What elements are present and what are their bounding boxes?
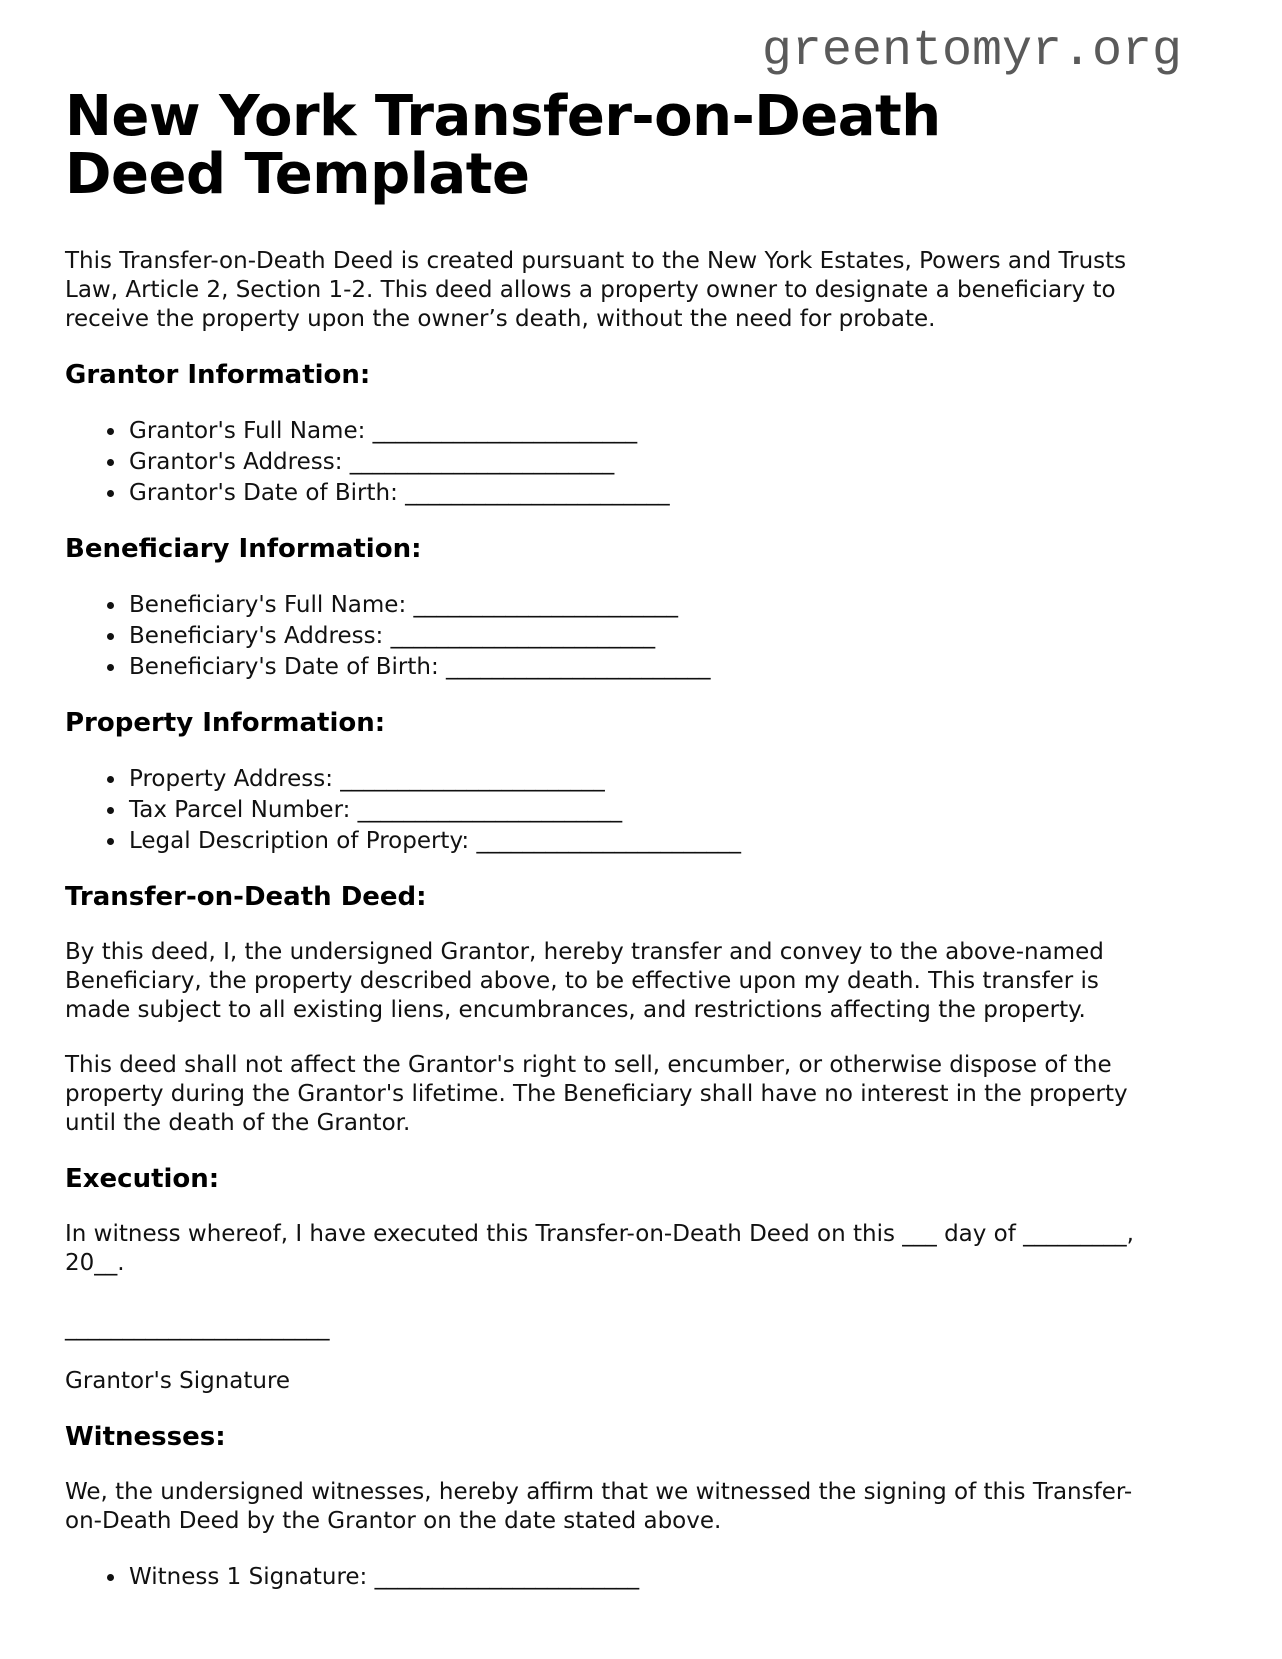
execution-paragraph: In witness whereof, I have executed this Transfer-on-Death Deed on this ___ day of _________, 20__. (65, 1221, 1134, 1277)
list-item-grantor-full-name: • Grantor's Full Name: _______________________ (127, 416, 1142, 446)
site-watermark: greentomyr.org (761, 23, 1182, 80)
witnesses-paragraph: We, the undersigned witnesses, hereby affirm that we witnessed the signing of this Transfer-on-Death Deed by the Grantor on the date stated above. (65, 1479, 1133, 1535)
deed-paragraph-rights: This deed shall not affect the Grantor's right to sell, encumber, or otherwise dispose of the property during the Grantor's lifetime. The Beneficiary shall have no interest in the property until the death of the Grantor. (65, 1052, 1128, 1137)
list-item-beneficiary-date-of-birth: • Beneficiary's Date of Birth: _______________________ (127, 652, 1142, 682)
list-item-legal-description: • Legal Description of Property: _______________________ (127, 826, 1142, 856)
intro-paragraph: This Transfer-on-Death Deed is created pursuant to the New York Estates, Powers and Trusts Law, Article 2, Section 1-2. This deed allows a property owner to designate a beneficiary to receive the property upon the owner’s death, without the need for probate. (65, 248, 1127, 333)
list-item-grantor-address: • Grantor's Address: _______________________ (127, 447, 1142, 477)
section-heading-grantor-information: Grantor Information: (65, 360, 371, 391)
grantor-info-list (65, 416, 1142, 508)
list-item-grantor-date-of-birth: • Grantor's Date of Birth: _______________________ (127, 478, 1142, 508)
grantor-signature-label: Grantor's Signature (65, 1368, 291, 1395)
section-heading-beneficiary-information: Beneficiary Information: (65, 534, 422, 565)
list-item-tax-parcel-number: • Tax Parcel Number: _______________________ (127, 795, 1142, 825)
list-item-beneficiary-address: • Beneficiary's Address: _______________________ (127, 621, 1142, 651)
deed-paragraph-transfer: By this deed, I, the undersigned Grantor, hereby transfer and convey to the above-named Beneficiary, the property described above, to be effective upon my death. This transfer is made subject to all existing liens, encumbrances, and restrictions affecting the property. (65, 939, 1104, 1024)
section-heading-execution: Execution: (65, 1164, 220, 1195)
section-heading-witnesses: Witnesses: (65, 1422, 226, 1453)
section-heading-transfer-on-death-deed: Transfer-on-Death Deed: (65, 882, 427, 913)
page-title: New York Transfer-on-Death Deed Template (65, 84, 941, 207)
property-info-list (65, 764, 1142, 856)
list-item-beneficiary-full-name: • Beneficiary's Full Name: _______________________ (127, 590, 1142, 620)
witnesses-list (65, 1562, 1142, 1592)
beneficiary-info-list (65, 590, 1142, 682)
section-heading-property-information: Property Information: (65, 708, 386, 739)
list-item-witness-1-signature: • Witness 1 Signature: _______________________ (127, 1562, 1142, 1592)
grantor-signature-line: _______________________ (65, 1315, 330, 1342)
list-item-property-address: • Property Address: _______________________ (127, 764, 1142, 794)
